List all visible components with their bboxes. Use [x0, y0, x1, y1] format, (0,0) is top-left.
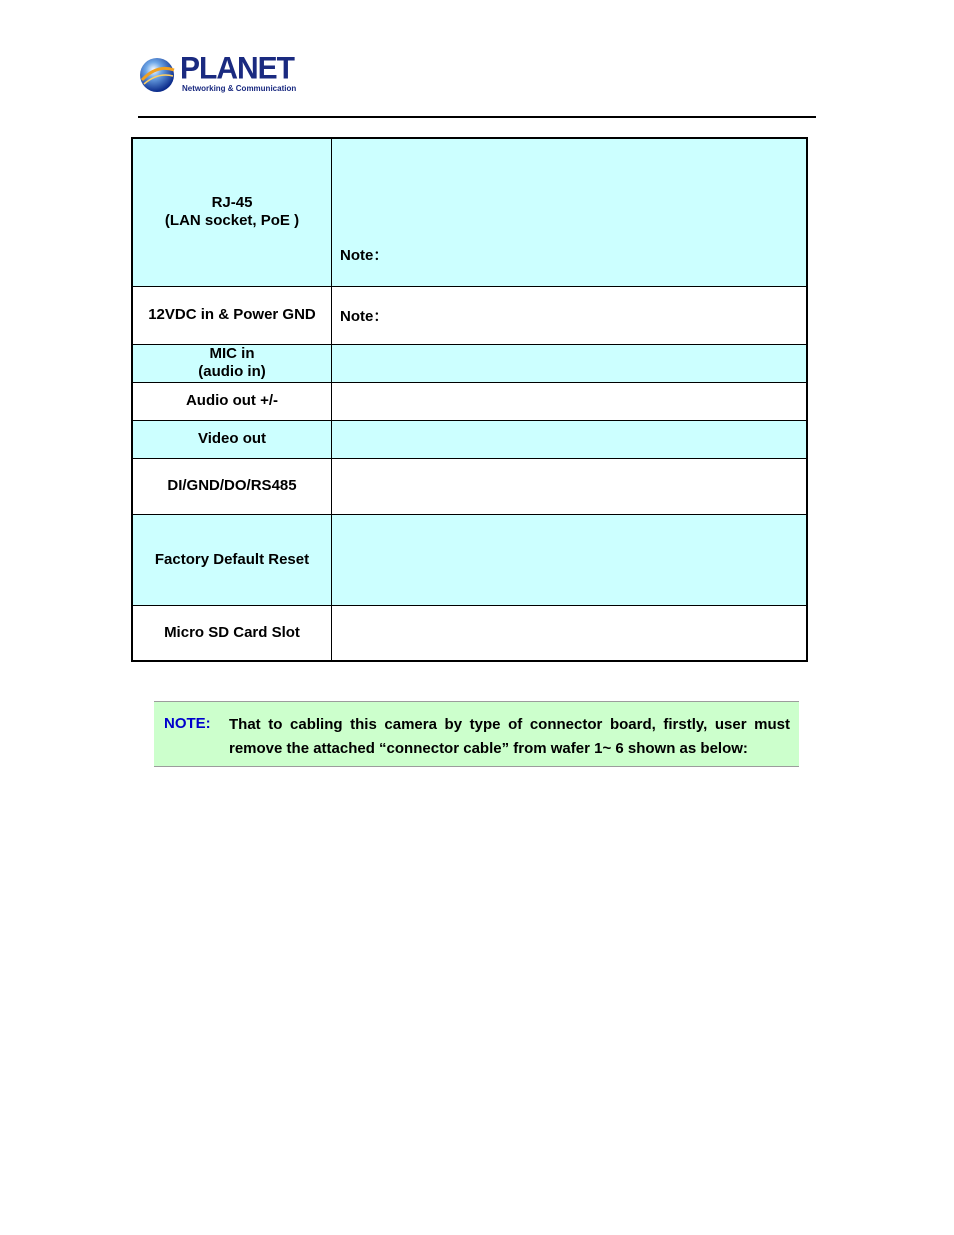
row-description: [332, 605, 808, 661]
row-description: [332, 514, 808, 605]
table-row: [132, 382, 807, 420]
row-label: Audio out +/-: [132, 382, 332, 420]
logo-wordmark: PLANET: [180, 51, 294, 86]
row-label: Factory Default Reset: [132, 514, 332, 605]
row-description: [332, 344, 808, 382]
planet-logo: [138, 51, 298, 96]
row-label: 12VDC in & Power GND: [132, 286, 332, 344]
table-row: [132, 286, 807, 344]
table-row: [132, 344, 807, 382]
table-row: [132, 458, 807, 514]
row-description: [332, 382, 808, 420]
row-label: DI/GND/DO/RS485: [132, 458, 332, 514]
globe-icon: [138, 56, 176, 94]
row-description: [332, 420, 808, 458]
note-prefix: Note：: [340, 246, 389, 264]
note-label: NOTE:: [164, 715, 211, 732]
row-label: RJ-45 (LAN socket, PoE ): [132, 138, 332, 286]
row-label: Video out: [132, 420, 332, 458]
row-label: MIC in (audio in): [132, 344, 332, 382]
note-text: That to cabling this camera by type of connector board, firstly, user must remove the attached “connector cable” from wafer 1~ 6 shown as below:: [229, 716, 790, 757]
row-description: [332, 458, 808, 514]
connector-table: [131, 137, 808, 662]
note-callout: [154, 701, 799, 767]
table-row: [132, 420, 807, 458]
row-description: [332, 138, 808, 286]
header-divider: [138, 116, 816, 118]
table-row: [132, 605, 807, 661]
row-label: Micro SD Card Slot: [132, 605, 332, 661]
table-row: [132, 138, 807, 286]
row-description: [332, 286, 808, 344]
logo-tagline: Networking & Communication: [182, 84, 297, 93]
note-prefix: Note：: [340, 307, 389, 325]
table-row: [132, 514, 807, 605]
